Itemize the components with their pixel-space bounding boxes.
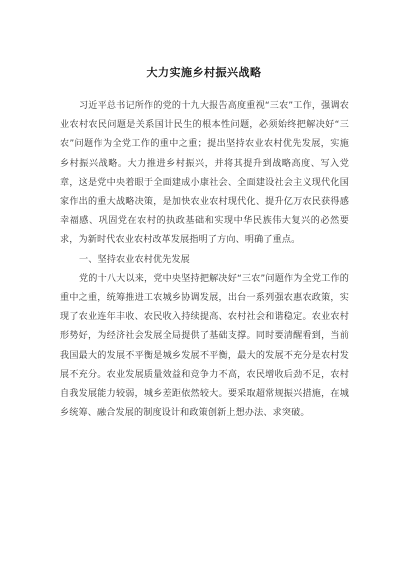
document-body	[60, 97, 349, 423]
paragraph-intro: 习近平总书记所作的党的十九大报告高度重视“三农”工作，强调农业农村农民问题是关系国计民生的根本性问题，必须始终把解决好“三农”问题作为全党工作的重中之重；提出坚持农业农村优先发展，实施乡村振兴战略。大力推进乡村振兴，并将其提升到战略高度、写入党章，这是党中央着眼于全面建成小康社会、全面建设社会主义现代化国家作出的重大战略决策，是加快农业农村现代化、提升亿万农民获得感幸福感、巩固党在农村的执政基础和实现中华民族伟大复兴的必然要求，为新时代农业农村改革发展指明了方向、明确了重点。	[60, 101, 349, 246]
paragraph-section-1: 党的十八大以来，党中央坚持把解决好“三农”问题作为全党工作的重中之重，统筹推进工农城乡协调发展，出台一系列强农惠农政策，实现了农业连年丰收、农民收入持续提高、农村社会和谐稳定。农业农村形势好，为经济社会发展全局提供了基础支撑。同时要清醒看到，当前我国最大的发展不平衡是城乡发展不平衡，最大的发展不充分是农村发展不充分。农业发展质量效益和竞争力不高，农民增收后劲不足，农村自我发展能力较弱，城乡差距依然较大。要采取超常规振兴措施，在城乡统筹、融合发展的制度设计和政策创新上想办法、求突破。	[60, 273, 349, 419]
document-title: 大力实施乡村振兴战略	[146, 66, 262, 79]
section-heading: 一、坚持农业农村优先发展	[79, 254, 190, 265]
